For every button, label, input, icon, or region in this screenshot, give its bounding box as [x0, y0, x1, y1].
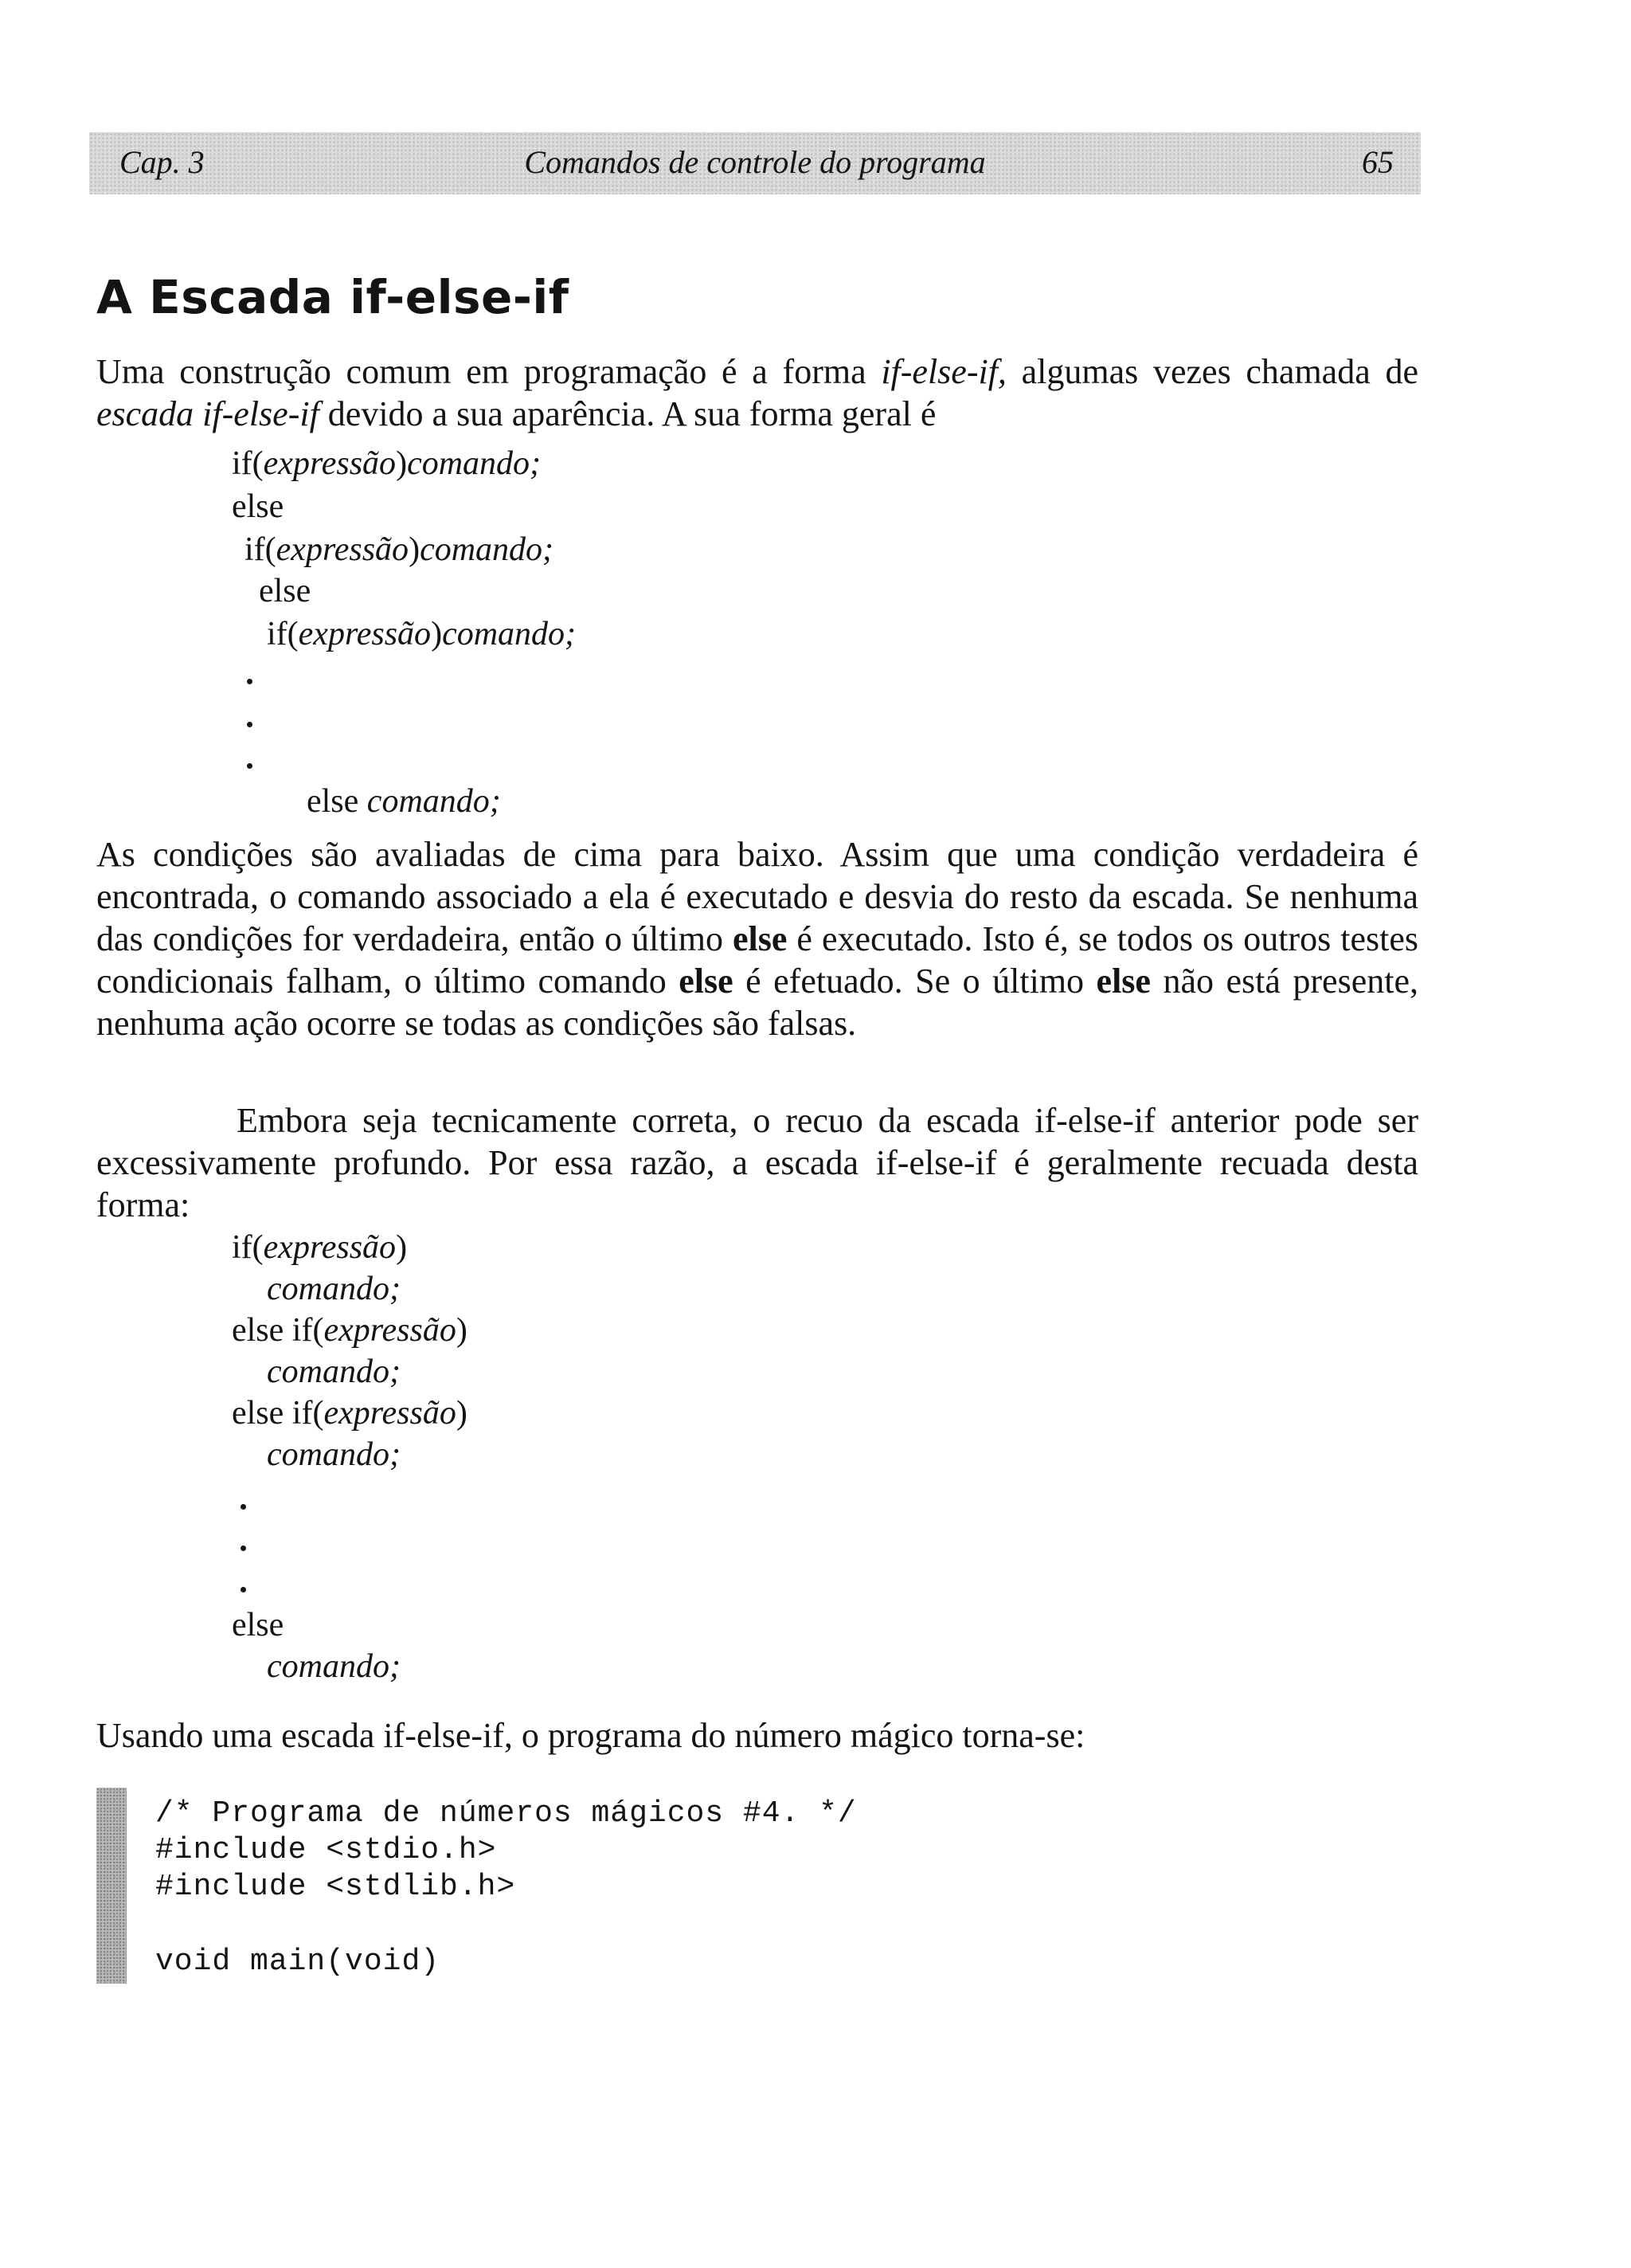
ellipsis-dot	[247, 679, 252, 684]
keyword-else: else	[679, 962, 733, 1001]
form-line: else if(expressão)	[232, 1312, 467, 1349]
code-line: void main(void)	[155, 1945, 440, 1979]
form-line: else	[232, 488, 284, 525]
form-line: comando;	[267, 1436, 401, 1473]
page-number: 65	[1362, 144, 1394, 180]
form-line: comando;	[267, 1353, 401, 1390]
code-line: #include <stdio.h>	[155, 1833, 497, 1867]
form-line: comando;	[267, 1648, 401, 1685]
form-line: else if(expressão)	[232, 1395, 467, 1432]
indentation-paragraph: Embora seja tecnicamente correta, o recuo da escada if-else-if anterior pode ser excessivamente profundo. Por essa razão, a escada if-else-if é geralmente recuada desta forma:	[96, 1101, 1418, 1224]
ellipsis-dot	[247, 763, 252, 769]
intro-text: devido a sua aparência. A sua forma geral é	[319, 394, 937, 433]
ellipsis-dot	[247, 722, 252, 727]
form-line: else comando;	[307, 783, 501, 820]
listing-marker-bar	[96, 1788, 127, 1984]
keyword-else: else	[1096, 962, 1151, 1001]
ellipsis-dot	[241, 1504, 246, 1510]
intro-text: algumas vezes chamada de	[1006, 352, 1418, 391]
running-header	[89, 132, 1421, 194]
conditions-paragraph: As condições são avaliadas de cima para baixo. Assim que uma condição verdadeira é encontrada, o comando associado a ela é executado e desvia do resto da escada. Se nenhuma das condições for verdadeira, então o último else é executado. Isto é, se todos os outros testes condicionais falham, o último comando else é efetuado. Se o último else não está presente, nenhuma ação ocorre se todas as condições são falsas.	[96, 835, 1418, 1043]
chapter-label: Cap. 3	[119, 144, 205, 180]
code-line: /* Programa de números mágicos #4. */	[155, 1796, 857, 1831]
form-line: else	[232, 1607, 284, 1643]
keyword-else: else	[732, 919, 788, 958]
form-line: if(expressão)	[232, 1229, 408, 1266]
intro-italic-term: escada if-else-if	[96, 394, 319, 433]
form-line: if(expressão)comando;	[267, 616, 577, 652]
form-line: comando;	[267, 1271, 401, 1307]
section-title: A Escada if-else-if	[96, 270, 569, 324]
form-line: else	[259, 573, 311, 609]
code-line: #include <stdlib.h>	[155, 1870, 516, 1904]
intro-paragraph	[96, 351, 1418, 435]
intro-text: Uma construção comum em programação é a forma	[96, 352, 882, 391]
usage-paragraph: Usando uma escada if-else-if, o programa do número mágico torna-se:	[96, 1716, 1085, 1755]
ellipsis-dot	[241, 1587, 246, 1592]
intro-italic-term: if-else-if,	[881, 352, 1007, 391]
ellipsis-dot	[241, 1545, 246, 1551]
form-line: if(expressão)comando;	[244, 531, 554, 568]
chapter-title: Comandos de controle do programa	[524, 144, 986, 180]
form-line: if(expressão)comando;	[232, 445, 542, 482]
